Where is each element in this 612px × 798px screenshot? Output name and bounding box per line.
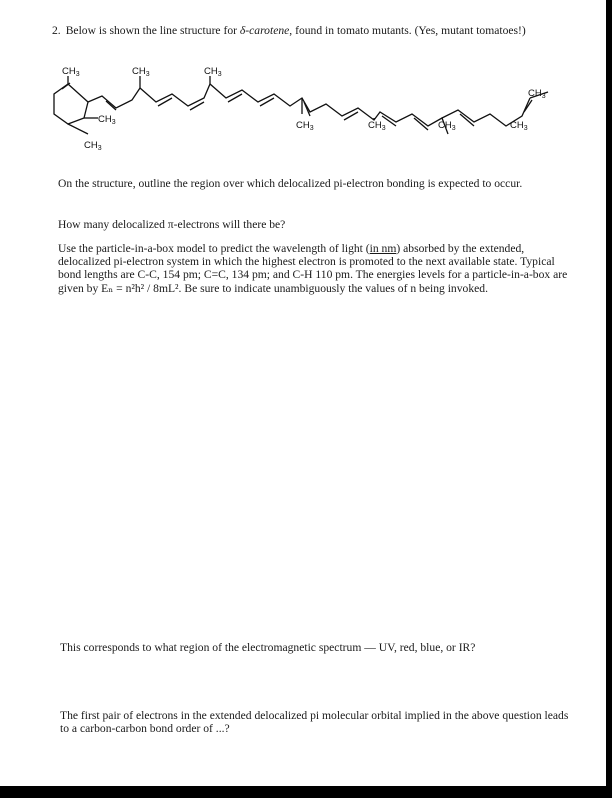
ch3-label: $CH_3$ [296,120,314,132]
molecule-name: δ-carotene [239,24,290,37]
part-d-text: This corresponds to what region of the electromagnetic spectrum — UV, red, blue, or IR? [60,641,476,654]
ch3-label: $CH_3$ [132,66,150,78]
ch3-label: $CH_3$ [204,66,222,78]
part-b-text: How many delocalized π-electrons will there be? [58,218,286,231]
ch3-label: $CH_3$ [510,120,528,132]
energy-formula: Eₙ = n²h² / 8mL². [101,281,182,295]
question-intro [52,24,552,37]
ch3-label: $CH_3$ [438,120,456,132]
ch3-label: $CH_3$ [98,114,116,126]
part-a-text: On the structure, outline the region over which delocalized pi-electron bonding is expected to occur. [58,177,523,190]
methyl-labels [62,66,546,152]
part-e-text: The first pair of electrons in the extended delocalized pi molecular orbital implied in the above question leads to a carbon-carbon bond order of ...? [60,709,569,736]
part-c-3: Be sure to indicate unambiguously the values of n being invoked. [181,281,488,295]
part-c-text [58,242,568,295]
part-c-1: Use the particle-in-a-box model to predict the wavelength of light ( [58,242,370,255]
ch3-label: $CH_3$ [528,88,546,100]
intro-text: Below is shown the line structure for [65,24,237,37]
question-number: 2. [52,24,61,37]
part-c-2: ) absorbed by the extended, delocalized pi-electron system in which the highest electron is promoted to the next available state. Typical bond lengths are C-C, 154 pm; C=C, 134 pm; and C-H 110 pm. The energies levels for a particle-in-a-box are given by [58,242,568,295]
ch3-label: $CH_3$ [62,66,80,78]
intro-rest: , found in tomato mutants. (Yes, mutant tomatoes!) [289,24,526,37]
delta-carotene-structure [40,62,570,162]
ch3-label: $CH_3$ [368,120,386,132]
ch3-label: $CH_3$ [84,140,102,152]
part-c-unit: in nm [369,242,397,255]
